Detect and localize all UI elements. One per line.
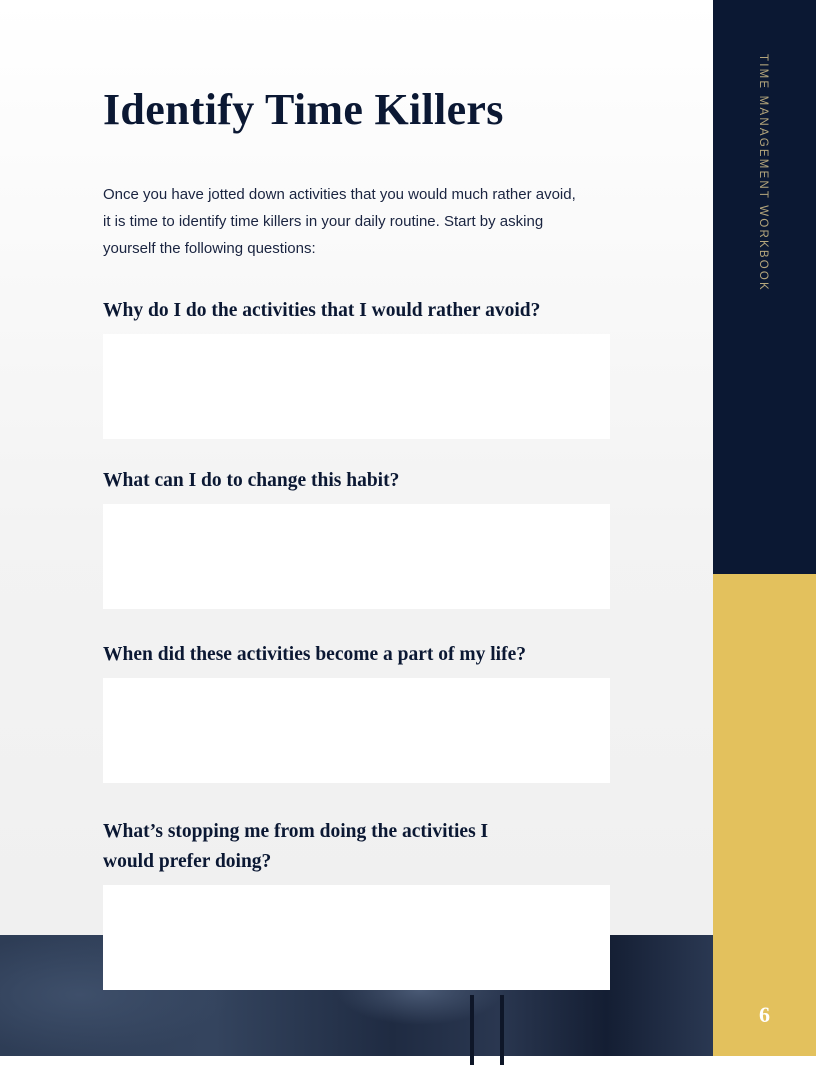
question-4: What’s stopping me from doing the activities I would prefer doing?: [103, 821, 489, 872]
answer-box-2[interactable]: [103, 504, 610, 609]
question-2: What can I do to change this habit?: [103, 470, 400, 491]
intro-text: Once you have jotted down activities that you would much rather avoid, it is time to identify time killers in your daily routine. Start by asking yourself the following questions:: [103, 186, 576, 257]
answer-box-3[interactable]: [103, 678, 610, 783]
page-number: 6: [759, 1002, 770, 1027]
page-title: Identify Time Killers: [103, 85, 504, 134]
sidebar-gold-panel: [713, 574, 816, 1056]
workbook-label: TIME MANAGEMENT WORKBOOK: [757, 54, 769, 292]
photo-detail: [470, 995, 474, 1065]
question-1: Why do I do the activities that I would rather avoid?: [103, 300, 541, 321]
answer-box-4[interactable]: [103, 885, 610, 990]
answer-box-1[interactable]: [103, 334, 610, 439]
photo-detail: [500, 995, 504, 1065]
question-3: When did these activities become a part of my life?: [103, 644, 526, 665]
